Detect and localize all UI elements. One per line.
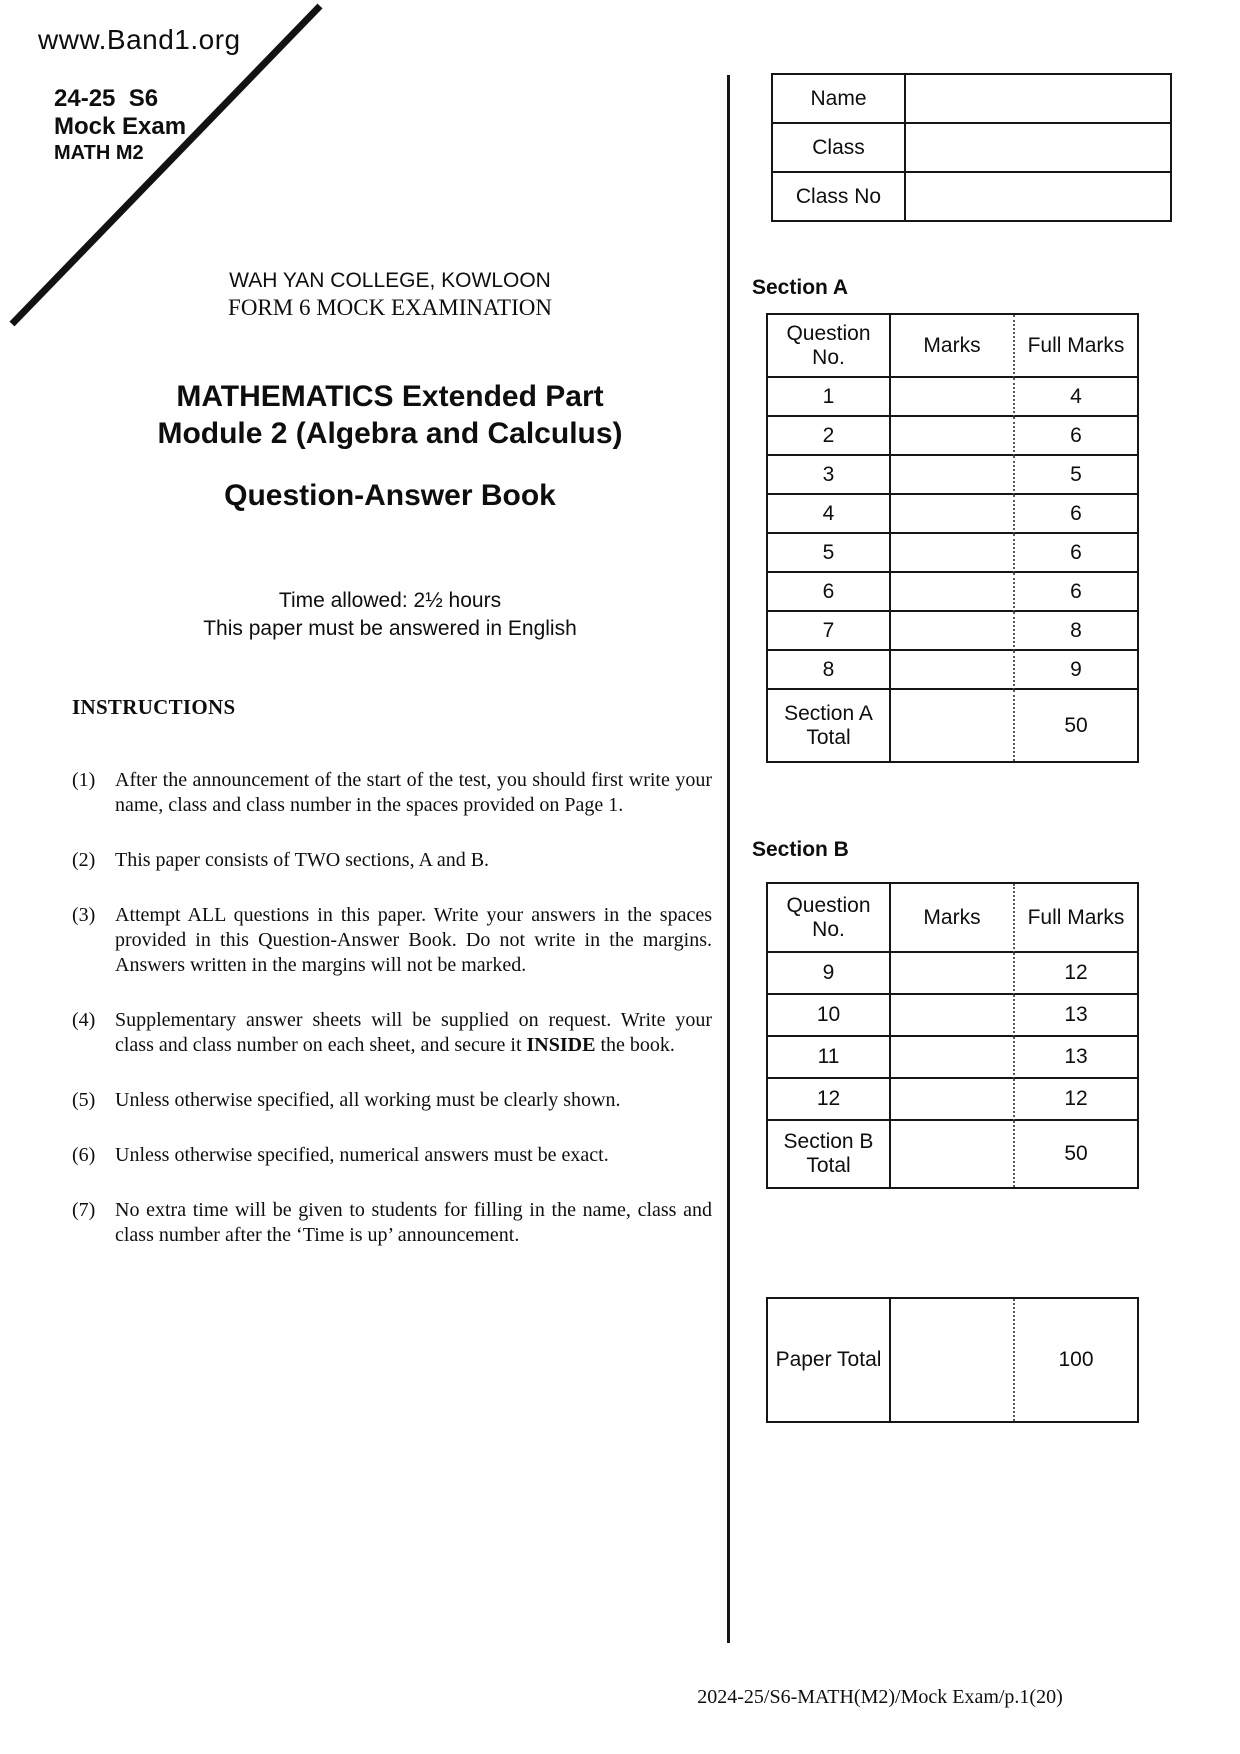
column-header: Full Marks (1013, 315, 1137, 378)
marks-table-row (768, 1079, 1137, 1121)
full-marks-cell: 6 (1013, 495, 1137, 534)
full-marks-cell: 8 (1013, 612, 1137, 651)
instruction-item (72, 1198, 712, 1248)
marks-cell (891, 612, 1013, 651)
full-marks-cell: 6 (1013, 417, 1137, 456)
full-marks-cell: 50 (1013, 1121, 1137, 1187)
instruction-number: (1) (72, 769, 96, 791)
full-marks-cell: 13 (1013, 1037, 1137, 1079)
section-total-label: Section A Total (768, 690, 891, 761)
column-header: Full Marks (1013, 884, 1137, 953)
time-allowed-block (0, 587, 780, 643)
full-marks-cell: 50 (1013, 690, 1137, 761)
marks-table-row (768, 953, 1137, 995)
instruction-text: Attempt ALL questions in this paper. Write your answers in the spaces provided in this Question-Answer Book. Do not write in the margins. Answers written in the margins will not be marked. (115, 904, 712, 976)
full-marks-cell: 12 (1013, 1079, 1137, 1121)
marks-cell (891, 651, 1013, 690)
marks-cell (891, 1079, 1013, 1121)
instruction-number: (2) (72, 849, 96, 871)
marks-table-header-row (768, 315, 1137, 378)
marks-cell (891, 534, 1013, 573)
section-a-marks-table (766, 313, 1139, 763)
marks-table-header-row (768, 884, 1137, 953)
question-number-cell: 10 (768, 995, 891, 1037)
student-info-value-cell (906, 173, 1170, 220)
student-info-row (773, 124, 1170, 173)
student-info-label: Class (773, 124, 906, 173)
instruction-item (72, 768, 712, 818)
paper-total-table (766, 1297, 1139, 1423)
instruction-number: (4) (72, 1009, 96, 1031)
full-marks-cell: 6 (1013, 534, 1137, 573)
instruction-text: Supplementary answer sheets will be supplied on request. Write your class and class number on each sheet, and secure it INSIDE the book. (115, 1009, 712, 1056)
instruction-number: (6) (72, 1144, 96, 1166)
instruction-item (72, 903, 712, 978)
student-info-value-cell (906, 75, 1170, 124)
marks-cell (891, 573, 1013, 612)
column-header: Question No. (768, 884, 891, 953)
paper-total-label: Paper Total (768, 1299, 891, 1421)
column-header: Marks (891, 884, 1013, 953)
marks-cell (891, 1037, 1013, 1079)
paper-title (0, 378, 780, 452)
marks-table-row (768, 378, 1137, 417)
instruction-text: No extra time will be given to students for filling in the name, class and class number after the ‘Time is up’ announcement. (115, 1199, 712, 1246)
instruction-text: Unless otherwise specified, numerical answers must be exact. (115, 1144, 609, 1166)
instruction-number: (3) (72, 904, 96, 926)
question-number-cell: 12 (768, 1079, 891, 1121)
time-allowed: Time allowed: 2½ hours (278, 589, 502, 612)
mock-exam-label: Mock Exam (54, 113, 187, 140)
marks-cell (891, 690, 1013, 761)
full-marks-cell: 13 (1013, 995, 1137, 1037)
marks-cell (891, 995, 1013, 1037)
full-marks-cell: 12 (1013, 953, 1137, 995)
page-footer-reference: 2024-25/S6-MATH(M2)/Mock Exam/p.1(20) (697, 1686, 1063, 1708)
instruction-item (72, 1008, 712, 1058)
marks-cell (891, 456, 1013, 495)
instruction-item (72, 1143, 712, 1168)
column-header: Question No. (768, 315, 891, 378)
question-number-cell: 3 (768, 456, 891, 495)
exam-corner-label (54, 84, 186, 165)
exam-year-label: 24-25 S6 (54, 85, 159, 112)
question-number-cell: 8 (768, 651, 891, 690)
college-name: WAH YAN COLLEGE, KOWLOON (229, 269, 551, 292)
instruction-text: After the announcement of the start of the test, you should first write your name, class and class number in the spaces provided on Page 1. (115, 769, 712, 816)
marks-table-row (768, 456, 1137, 495)
full-marks-cell: 4 (1013, 378, 1137, 417)
instruction-text: This paper consists of TWO sections, A and B. (115, 849, 490, 871)
question-number-cell: 1 (768, 378, 891, 417)
student-info-row (773, 75, 1170, 124)
column-divider-line (727, 75, 730, 1643)
paper-title-line2: Module 2 (Algebra and Calculus) (157, 417, 623, 450)
section-b-marks-table (766, 882, 1139, 1189)
marks-table-row (768, 995, 1137, 1037)
instruction-text: Unless otherwise specified, all working must be clearly shown. (115, 1089, 621, 1111)
marks-cell (891, 417, 1013, 456)
student-info-label: Name (773, 75, 906, 124)
instruction-item (72, 1088, 712, 1113)
full-marks-cell: 9 (1013, 651, 1137, 690)
paper-title-line1: MATHEMATICS Extended Part (176, 380, 604, 413)
marks-table-row (768, 573, 1137, 612)
section-total-label: Section B Total (768, 1121, 891, 1187)
college-header (0, 267, 780, 321)
question-number-cell: 11 (768, 1037, 891, 1079)
book-title: Question-Answer Book (224, 479, 556, 512)
section-a-heading: Section A (752, 276, 849, 299)
marks-table-row (768, 1037, 1137, 1079)
section-b-heading: Section B (752, 838, 849, 861)
student-info-table (771, 73, 1172, 222)
marks-table-row (768, 417, 1137, 456)
section-total-row (768, 1121, 1137, 1187)
subject-code-label: MATH M2 (54, 142, 144, 164)
website-watermark: www.Band1.org (38, 24, 241, 55)
instruction-item (72, 848, 712, 873)
marks-cell (891, 1299, 1013, 1421)
instruction-number: (5) (72, 1089, 96, 1111)
student-info-label: Class No (773, 173, 906, 220)
instructions-heading: INSTRUCTIONS (72, 695, 236, 719)
full-marks-cell: 5 (1013, 456, 1137, 495)
question-number-cell: 9 (768, 953, 891, 995)
marks-cell (891, 1121, 1013, 1187)
marks-table-row (768, 612, 1137, 651)
exam-name: FORM 6 MOCK EXAMINATION (228, 295, 552, 320)
marks-cell (891, 953, 1013, 995)
question-number-cell: 5 (768, 534, 891, 573)
full-marks-cell: 6 (1013, 573, 1137, 612)
question-number-cell: 7 (768, 612, 891, 651)
section-total-row (768, 690, 1137, 761)
instruction-bold-text: INSIDE (526, 1034, 596, 1056)
question-number-cell: 2 (768, 417, 891, 456)
marks-cell (891, 495, 1013, 534)
student-info-row (773, 173, 1170, 220)
full-marks-cell: 100 (1013, 1299, 1137, 1421)
marks-table-row (768, 534, 1137, 573)
instruction-number: (7) (72, 1199, 96, 1221)
column-header: Marks (891, 315, 1013, 378)
marks-table-row (768, 495, 1137, 534)
marks-table-row (768, 651, 1137, 690)
language-note: This paper must be answered in English (203, 617, 577, 640)
instructions-list (72, 768, 712, 1278)
student-info-value-cell (906, 124, 1170, 173)
question-number-cell: 6 (768, 573, 891, 612)
marks-cell (891, 378, 1013, 417)
question-number-cell: 4 (768, 495, 891, 534)
paper-total-row (768, 1299, 1137, 1421)
